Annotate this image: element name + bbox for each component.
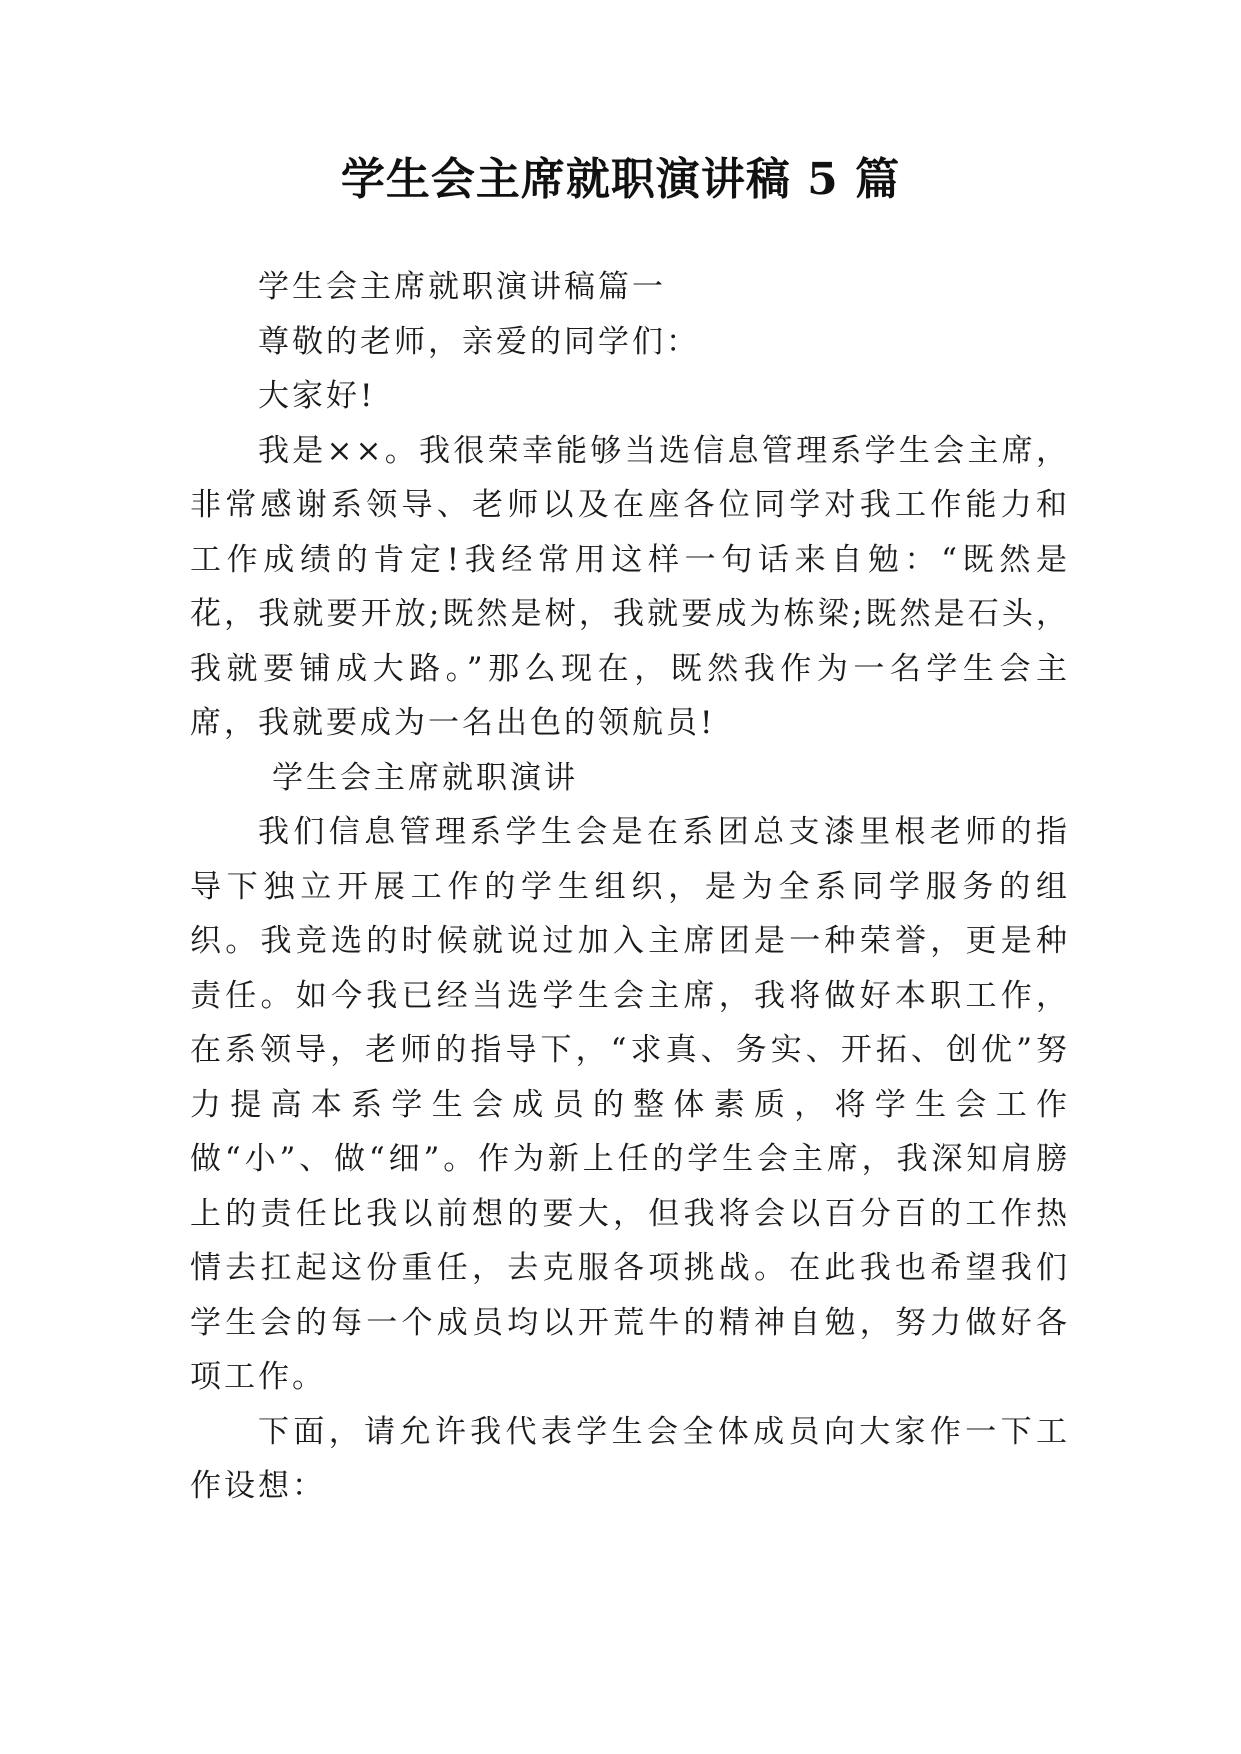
body-paragraph: 下面，请允许我代表学生会全体成员向大家作一下工作设想： bbox=[190, 1413, 1070, 1504]
sub-heading: 学生会主席就职演讲 bbox=[272, 759, 578, 796]
salutation: 尊敬的老师，亲爱的同学们： bbox=[258, 323, 700, 360]
document-body bbox=[190, 260, 1070, 1514]
greeting: 大家好! bbox=[258, 378, 376, 414]
body-paragraph: 我们信息管理系学生会是在系团总支漆里根老师的指导下独立开展工作的学生组织，是为全系同学服务的组织。我竞选的时候就说过加入主席团是一种荣誉，更是种责任。如今我已经当选学生会主席，我将做好本职工作，在系领导，老师的指导下，“求真、务实、开拓、创优”努力提高本系学生会成员的整体素质，将学生会工作做“小”、做“细”。作为新上任的学生会主席，我深知肩膀上的责任比我以前想的要大，但我将会以百分百的工作热情去扛起这份重任，去克服各项挑战。在此我也希望我们学生会的每一个成员均以开荒牛的精神自勉，努力做好各项工作。 bbox=[190, 814, 1070, 1395]
body-paragraph: 我是××。我很荣幸能够当选信息管理系学生会主席，非常感谢系领导、老师以及在座各位同学对我工作能力和工作成绩的肯定!我经常用这样一句话来自勉：“既然是花，我就要开放;既然是树，我就要成为栋梁;既然是石头，我就要铺成大路。”那么现在，既然我作为一名学生会主席，我就要成为一名出色的领航员! bbox=[190, 432, 1070, 741]
document-title: 学生会主席就职演讲稿 5 篇 bbox=[340, 154, 901, 205]
section-heading: 学生会主席就职演讲稿篇一 bbox=[258, 269, 666, 305]
